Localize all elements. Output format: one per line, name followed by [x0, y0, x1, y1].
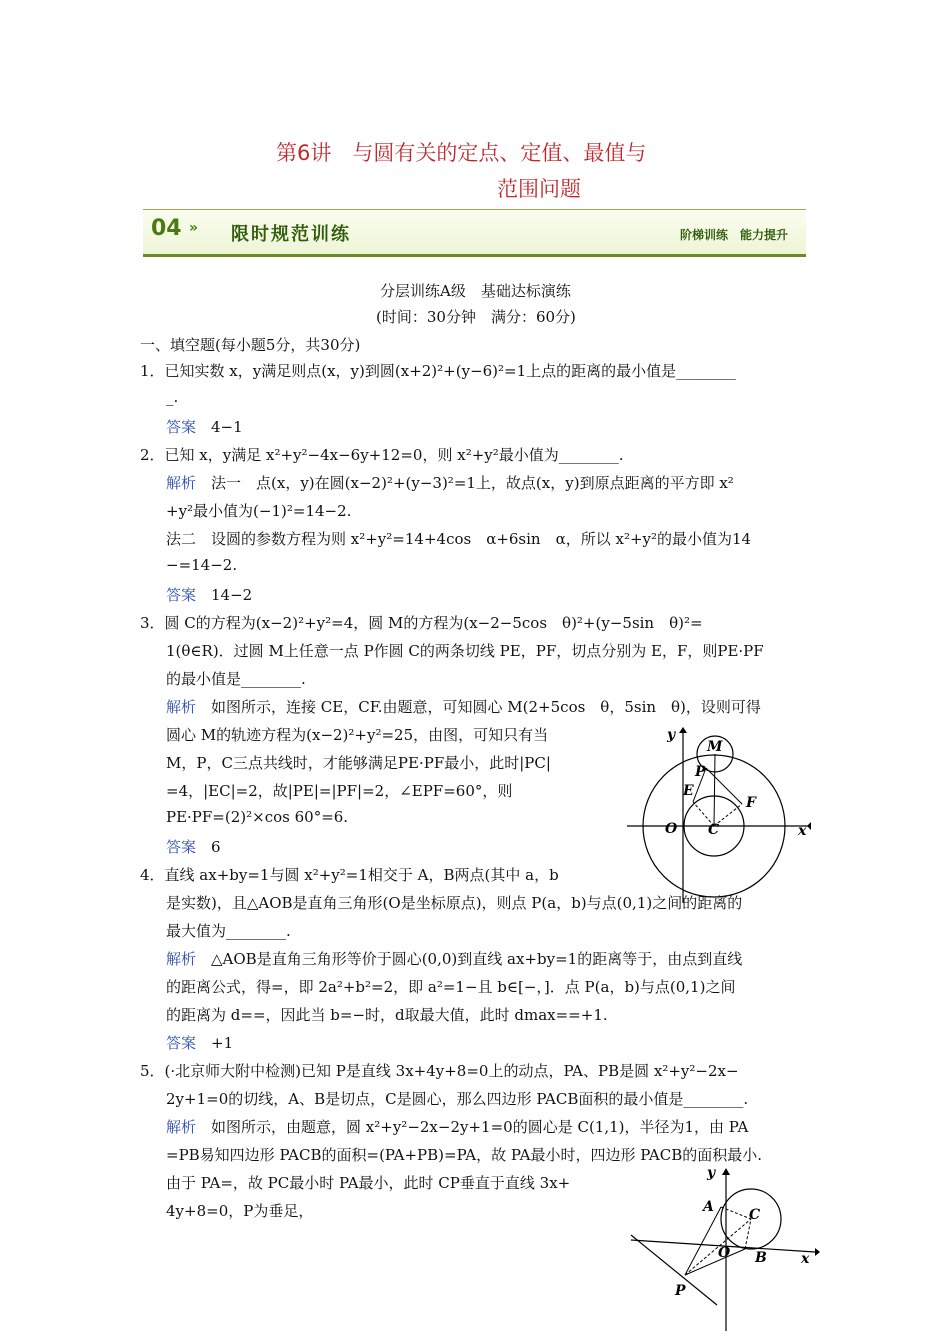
banner-arrow-icon: »	[189, 220, 199, 236]
line-text: +1	[196, 1034, 234, 1052]
line-text: 法二 设圆的参数方程为则 x²+y²=14+4cos α+6sin α，所以 x²+y²的最小值为14	[166, 530, 752, 548]
fig2-label-O: O	[718, 1245, 731, 1261]
text-line	[166, 668, 306, 689]
text-line	[166, 500, 351, 521]
fig1-label-E: E	[683, 783, 694, 799]
time-info: (时间：30分钟 满分：60分)	[376, 308, 576, 326]
line-text: +y²最小值为(−1)²=14−2.	[166, 502, 352, 520]
line-text: 4y+8=0，P为垂足，	[166, 1202, 314, 1220]
text-line	[166, 584, 252, 605]
line-text: 5．(·北京师大附中检测)已知 P是直线 3x+4y+8=0上的动点，PA、PB是圆 x²+y²−2x−	[140, 1062, 739, 1080]
line-text: 的距离公式，得=，即 2a²+b²=2，即 a²=1−且 b∈[−，]．点 P(a，b)与点(0,1)之间	[166, 978, 736, 996]
line-text: 6	[196, 838, 221, 856]
fig2-label-B: B	[755, 1250, 767, 1266]
fig2-label-A: A	[703, 1199, 714, 1215]
text-line	[166, 808, 348, 826]
line-text: 4−1	[196, 418, 243, 436]
text-line	[166, 752, 551, 773]
text-line	[140, 360, 736, 381]
line-text: PE·PF=(2)²×cos 60°=6.	[166, 808, 349, 826]
text-line	[166, 1200, 313, 1221]
line-text: 的最小值是________.	[166, 670, 306, 688]
line-text: 由于 PA=，故 PC最小时 PA最小，此时 CP垂直于直线 3x+	[166, 1174, 571, 1192]
analysis-label: 解析	[166, 950, 197, 968]
line-text: 如图所示，由题意，圆 x²+y²−2x−2y+1=0的圆心是 C(1,1)，半径为1，由 PA	[196, 1118, 749, 1136]
line-text: 的距离为 d==，因此当 b=−时，d取最大值，此时 dmax==+1.	[166, 1006, 608, 1024]
banner-tagline: 阶梯训练 能力提升	[679, 228, 788, 242]
answer-label: 答案	[166, 418, 197, 436]
line-text: 如图所示，连接 CE，CF.由题意，可知圆心 M(2+5cos θ，5sin θ)，设则可得	[196, 698, 761, 716]
text-line	[166, 724, 548, 745]
answer-label: 答案	[166, 1034, 197, 1052]
banner-number: 04	[151, 216, 182, 241]
line-text: 最大值为________.	[166, 922, 291, 940]
text-line	[166, 528, 751, 549]
text-line	[140, 864, 559, 885]
line-text: −=14−2.	[166, 556, 238, 574]
line-text: 1．已知实数 x，y满足则点(x，y)到圆(x+2)²+(y−6)²=1上点的距离的最小值是________	[140, 362, 737, 380]
answer-label: 答案	[166, 586, 197, 604]
banner-title: 限时规范训练	[231, 224, 351, 245]
fig2-label-P: P	[675, 1283, 686, 1299]
text-line	[166, 1088, 748, 1109]
text-line	[166, 472, 734, 493]
page-title-line2: 范围问题	[497, 177, 581, 201]
fig2-label-C: C	[749, 1207, 761, 1223]
fig1-label-O: O	[665, 821, 678, 837]
text-line	[166, 1032, 233, 1053]
analysis-label: 解析	[166, 1118, 197, 1136]
line-text: 2．已知 x，y满足 x²+y²−4x−6y+12=0，则 x²+y²最小值为________.	[140, 446, 624, 464]
fig1-label-x: x	[798, 823, 807, 839]
figure-tangent-quadrilateral	[625, 1165, 825, 1335]
line-text: △AOB是直角三角形等价于圆心(0,0)到直线 ax+by=1的距离等于，由点到直线	[196, 950, 743, 968]
line-text: 1(θ∈R)．过圆 M上任意一点 P作圆 C的两条切线 PE，PF，切点分别为 E，F，则PE·PF	[166, 642, 764, 660]
analysis-label: 解析	[166, 698, 197, 716]
text-line	[166, 836, 221, 857]
text-line	[166, 920, 291, 941]
text-line	[140, 444, 624, 465]
text-line	[166, 388, 178, 406]
text-line	[166, 976, 735, 997]
fig2-label-y: y	[707, 1165, 716, 1181]
page-title-line1: 第6讲 与圆有关的定点、定值、最值与	[276, 141, 647, 165]
subtitle: 分层训练A级 基础达标演练	[380, 282, 571, 300]
text-line	[166, 1172, 570, 1193]
figure-circle-tangents	[625, 725, 815, 905]
line-text: 圆心 M的轨迹方程为(x−2)²+y²=25，由图，可知只有当	[166, 726, 549, 744]
line-text: =PB易知四边形 PACB的面积=(PA+PB)=PA，故 PA最小时，四边形 PACB的面积最小.	[166, 1146, 763, 1164]
section-banner	[143, 209, 806, 257]
text-line	[166, 1116, 748, 1137]
answer-label: 答案	[166, 838, 197, 856]
fig1-label-C: C	[708, 822, 720, 838]
text-line	[166, 416, 243, 437]
fig1-label-y: y	[667, 727, 676, 743]
text-line	[166, 1144, 762, 1165]
text-line	[166, 780, 512, 801]
text-line	[140, 612, 703, 633]
line-text: 法一 点(x，y)在圆(x−2)²+(y−3)²=1上，故点(x，y)到原点距离的平方即 x²	[196, 474, 734, 492]
line-text: 是实数)，且△AOB是直角三角形(O是坐标原点)，则点 P(a，b)与点(0,1)之间的距离的	[166, 894, 743, 912]
fig1-label-F: F	[746, 795, 756, 811]
line-text: _.	[166, 388, 179, 406]
text-line	[166, 1004, 608, 1025]
fig1-label-P: P	[695, 764, 706, 780]
text-line	[166, 948, 742, 969]
line-text: =4，|EC|=2，故|PE|=|PF|=2，∠EPF=60°，则	[166, 782, 513, 800]
text-line	[166, 696, 761, 717]
section-heading: 一、填空题(每小题5分，共30分)	[140, 336, 361, 354]
line-text: M，P，C三点共线时，才能够满足PE·PF最小，此时|PC|	[166, 754, 551, 772]
text-line	[166, 640, 764, 661]
line-text: 4．直线 ax+by=1与圆 x²+y²=1相交于 A，B两点(其中 a，b	[140, 866, 559, 884]
line-text: 3．圆 C的方程为(x−2)²+y²=4，圆 M的方程为(x−2−5cos θ)²+(y−5sin θ)²=	[140, 614, 703, 632]
text-line	[166, 556, 237, 574]
fig2-label-x: x	[801, 1251, 810, 1267]
fig1-label-M: M	[707, 739, 723, 755]
line-text: 14−2	[196, 586, 253, 604]
analysis-label: 解析	[166, 474, 197, 492]
text-line	[140, 1060, 739, 1081]
line-text: 2y+1=0的切线，A、B是切点，C是圆心，那么四边形 PACB面积的最小值是________.	[166, 1090, 749, 1108]
